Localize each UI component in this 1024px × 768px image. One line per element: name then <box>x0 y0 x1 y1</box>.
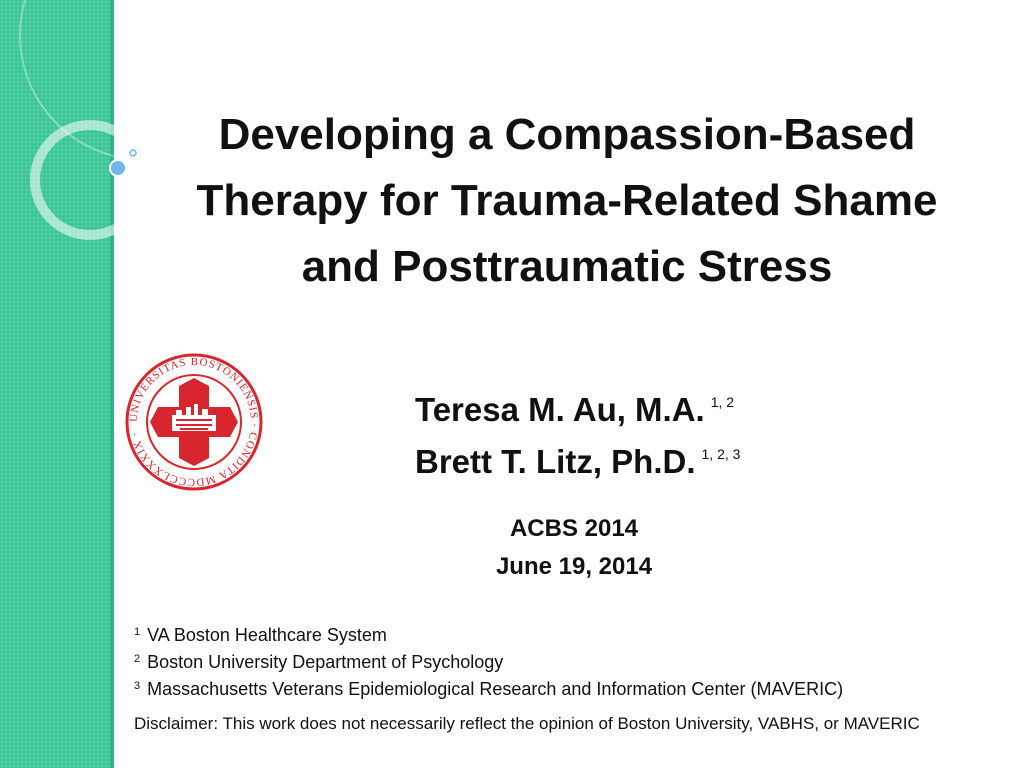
author-1-name: Teresa M. Au, M.A. <box>415 391 705 428</box>
author-2-name: Brett T. Litz, Ph.D. <box>415 443 696 480</box>
title-line-2: Therapy for Trauma-Related Shame <box>196 176 938 225</box>
affiliation-item <box>134 620 843 647</box>
side-band-edge <box>110 0 114 768</box>
affiliations-list <box>134 620 843 701</box>
affiliation-item <box>134 647 843 674</box>
conference-name: ACBS 2014 <box>509 515 639 542</box>
affiliation-text: Boston University Department of Psychology <box>147 652 504 672</box>
affiliation-number: 1 <box>134 626 141 638</box>
affiliation-number: 2 <box>134 653 141 665</box>
title-line-3: and Posttraumatic Stress <box>301 242 833 291</box>
svg-text:UNIVERSITAS BOSTONIENSIS · CON: UNIVERSITAS BOSTONIENSIS · CONDITA MDCCCLXXXIX · <box>127 355 261 489</box>
affiliation-item <box>134 674 843 701</box>
affiliation-text: VA Boston Healthcare System <box>147 625 387 645</box>
presentation-date: June 19, 2014 <box>495 553 653 580</box>
university-seal-logo <box>124 352 264 492</box>
author-1-affiliation-marks: 1, 2 <box>710 394 735 410</box>
affiliation-number: 3 <box>134 680 141 692</box>
authors-block <box>380 380 900 484</box>
author-2 <box>380 432 900 484</box>
slide-title <box>120 102 1014 300</box>
disclaimer-text: Disclaimer: This work does not necessarily reflect the opinion of Boston University, VABHS, or MAVERIC <box>134 714 920 733</box>
conference-info <box>124 510 1024 586</box>
affiliation-text: Massachusetts Veterans Epidemiological Research and Information Center (MAVERIC) <box>147 679 844 699</box>
decorative-side-band <box>0 0 113 768</box>
author-2-affiliation-marks: 1, 2, 3 <box>701 446 741 462</box>
author-1 <box>380 380 900 432</box>
title-line-1: Developing a Compassion-Based <box>218 110 916 159</box>
